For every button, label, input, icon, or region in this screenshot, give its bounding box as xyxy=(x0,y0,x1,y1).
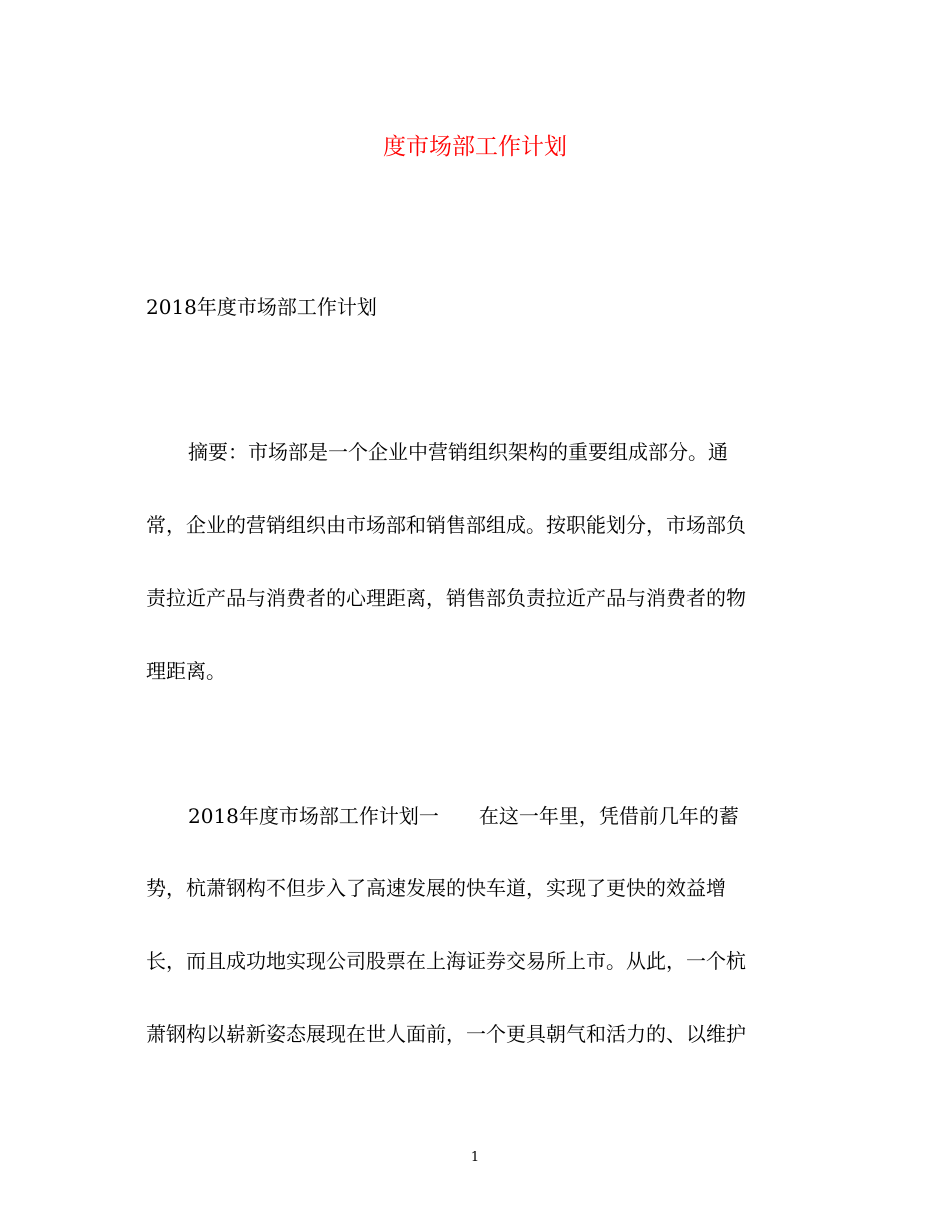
paragraph-line: 常，企业的营销组织由市场部和销售部组成。按职能划分，市场部负 xyxy=(146,513,746,537)
paragraph-line: 2018年度市场部工作计划一 在这一年里，凭借前几年的蓄 xyxy=(188,804,739,828)
paragraph-line: 摘要：市场部是一个企业中营销组织架构的重要组成部分。通 xyxy=(188,440,728,464)
document-subtitle: 2018年度市场部工作计划 xyxy=(146,295,377,319)
paragraph-line: 责拉近产品与消费者的心理距离，销售部负责拉近产品与消费者的物 xyxy=(146,586,746,610)
paragraph-line: 萧钢构以崭新姿态展现在世人面前，一个更具朝气和活力的、以维护 xyxy=(146,1022,746,1046)
paragraph-line: 势，杭萧钢构不但步入了高速发展的快车道，实现了更快的效益增 xyxy=(146,876,726,900)
document-title: 度市场部工作计划 xyxy=(383,134,567,160)
page-number: 1 xyxy=(470,1150,480,1165)
paragraph-line: 长，而且成功地实现公司股票在上海证券交易所上市。从此，一个杭 xyxy=(146,949,746,973)
paragraph-line: 理距离。 xyxy=(146,659,226,683)
